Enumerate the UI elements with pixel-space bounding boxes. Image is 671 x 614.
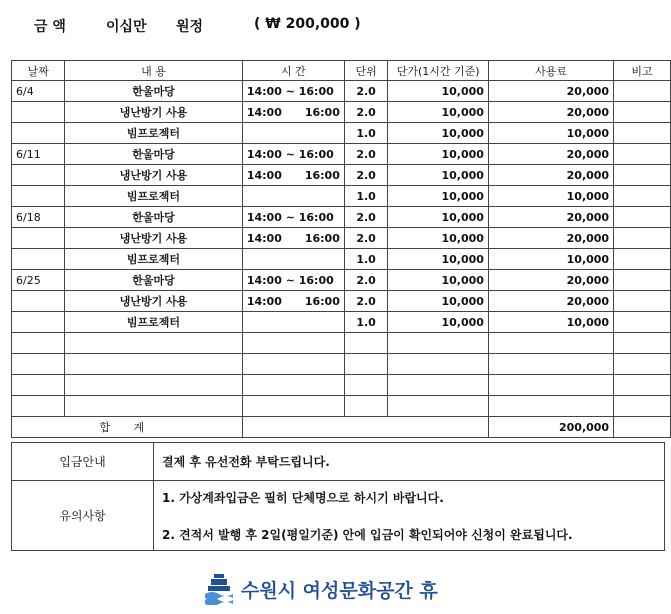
caution-line-2: 2. 견적서 발행 후 2일(평일기준) 안에 입금이 확인되어야 신청이 완료됩니다. [162,527,573,542]
row-time [242,354,344,375]
row-note [614,81,671,102]
row-time: 14:00 16:00 [242,102,344,123]
row-content [65,333,243,354]
row-time [242,186,344,207]
row-time: 14:00 16:00 [242,228,344,249]
row-date [12,249,65,270]
row-unit: 2.0 [344,228,387,249]
payment-row [12,443,665,481]
row-time: 14:00 ~ 16:00 [242,81,344,102]
row-price [388,333,489,354]
row-content: 한울마당 [65,144,243,165]
table-row [12,207,671,228]
table-row [12,333,671,354]
row-fee [488,375,613,396]
header-fee: 사용료 [488,61,613,81]
total-fee: 200,000 [488,417,613,438]
row-fee: 20,000 [488,207,613,228]
row-time: 14:00 ~ 16:00 [242,144,344,165]
row-time [242,333,344,354]
row-unit: 1.0 [344,186,387,207]
row-date [12,102,65,123]
row-content: 한울마당 [65,81,243,102]
row-fee: 20,000 [488,270,613,291]
row-fee: 10,000 [488,249,613,270]
header-date: 날짜 [12,61,65,81]
row-note [614,312,671,333]
payment-text: 결제 후 유선전화 부탁드립니다. [154,443,665,481]
row-unit: 2.0 [344,102,387,123]
header-time: 시 간 [242,61,344,81]
row-unit [344,333,387,354]
row-unit: 2.0 [344,81,387,102]
row-fee: 20,000 [488,144,613,165]
row-date [12,186,65,207]
row-fee: 20,000 [488,81,613,102]
row-unit: 1.0 [344,249,387,270]
row-fee: 20,000 [488,102,613,123]
header-content: 내 용 [65,61,243,81]
table-row [12,249,671,270]
row-price: 10,000 [388,312,489,333]
row-time: 14:00 16:00 [242,291,344,312]
row-date: 6/4 [12,81,65,102]
row-fee: 20,000 [488,165,613,186]
caution-label: 유의사항 [12,481,154,551]
notes-table [11,442,665,551]
row-fee: 10,000 [488,312,613,333]
row-content [65,375,243,396]
row-price: 10,000 [388,270,489,291]
amount-numeric: ( ₩ 200,000 ) [254,16,361,32]
table-row [12,228,671,249]
table-row [12,102,671,123]
row-unit: 2.0 [344,165,387,186]
total-empty [242,417,488,438]
header-price: 단가(1시간 기준) [388,61,489,81]
table-row [12,81,671,102]
row-fee: 10,000 [488,186,613,207]
row-note [614,165,671,186]
row-fee: 20,000 [488,228,613,249]
row-unit: 2.0 [344,207,387,228]
row-content: 냉난방기 사용 [65,228,243,249]
row-note [614,333,671,354]
row-date [12,396,65,417]
row-price: 10,000 [388,81,489,102]
row-note [614,354,671,375]
row-note [614,249,671,270]
total-label: 합 계 [12,417,243,438]
row-note [614,228,671,249]
row-content: 빔프로젝터 [65,312,243,333]
row-unit: 2.0 [344,270,387,291]
row-time [242,375,344,396]
row-date: 6/11 [12,144,65,165]
row-date [12,228,65,249]
row-time [242,123,344,144]
row-date [12,291,65,312]
table-row [12,354,671,375]
row-note [614,186,671,207]
invoice-table [11,60,671,438]
row-price: 10,000 [388,186,489,207]
payment-label: 입금안내 [12,443,154,481]
row-date [12,165,65,186]
row-unit [344,375,387,396]
amount-korean: 이십만 [106,19,147,35]
row-price [388,354,489,375]
table-row [12,144,671,165]
row-content: 한울마당 [65,207,243,228]
row-date: 6/18 [12,207,65,228]
row-note [614,291,671,312]
row-fee: 20,000 [488,291,613,312]
row-note [614,270,671,291]
row-note [614,123,671,144]
row-note [614,396,671,417]
row-date [12,333,65,354]
row-time [242,249,344,270]
row-time: 14:00 ~ 16:00 [242,207,344,228]
row-unit [344,396,387,417]
row-fee [488,396,613,417]
row-note [614,102,671,123]
row-fee [488,354,613,375]
row-price [388,375,489,396]
table-header-row [12,61,671,81]
row-content: 냉난방기 사용 [65,291,243,312]
row-unit [344,354,387,375]
row-fee [488,333,613,354]
row-date [12,312,65,333]
row-date [12,354,65,375]
table-row [12,375,671,396]
row-fee: 10,000 [488,123,613,144]
row-date [12,375,65,396]
row-content [65,354,243,375]
row-date [12,123,65,144]
row-price: 10,000 [388,102,489,123]
table-row [12,312,671,333]
row-content [65,396,243,417]
row-price: 10,000 [388,228,489,249]
row-unit: 1.0 [344,123,387,144]
caution-row [12,481,665,551]
total-note [614,417,671,438]
row-note [614,207,671,228]
row-unit: 2.0 [344,144,387,165]
row-content: 냉난방기 사용 [65,102,243,123]
table-row [12,270,671,291]
caution-text [154,481,665,551]
row-time: 14:00 16:00 [242,165,344,186]
row-note [614,375,671,396]
row-time: 14:00 ~ 16:00 [242,270,344,291]
header-unit: 단위 [344,61,387,81]
row-content: 빔프로젝터 [65,249,243,270]
row-content: 냉난방기 사용 [65,165,243,186]
row-price: 10,000 [388,123,489,144]
amount-suffix: 원정 [176,19,204,35]
organization-name: 수원시 여성문화공간 휴 [241,579,438,602]
row-date: 6/25 [12,270,65,291]
organization-logo-icon [205,573,233,605]
row-price: 10,000 [388,165,489,186]
table-body [12,81,671,417]
row-note [614,144,671,165]
row-time [242,312,344,333]
table-row [12,123,671,144]
row-content: 빔프로젝터 [65,123,243,144]
row-unit: 2.0 [344,291,387,312]
row-price: 10,000 [388,291,489,312]
row-content: 한울마당 [65,270,243,291]
row-unit: 1.0 [344,312,387,333]
header-note: 비고 [614,61,671,81]
total-row [12,417,671,438]
row-price [388,396,489,417]
row-price: 10,000 [388,249,489,270]
table-row [12,165,671,186]
table-row [12,396,671,417]
row-price: 10,000 [388,207,489,228]
row-price: 10,000 [388,144,489,165]
amount-label: 금 액 [34,19,66,35]
footer-logo [205,573,438,605]
caution-line-1: 1. 가상계좌입금은 필히 단체명으로 하시기 바랍니다. [162,490,444,505]
row-content: 빔프로젝터 [65,186,243,207]
table-row [12,291,671,312]
row-time [242,396,344,417]
table-row [12,186,671,207]
